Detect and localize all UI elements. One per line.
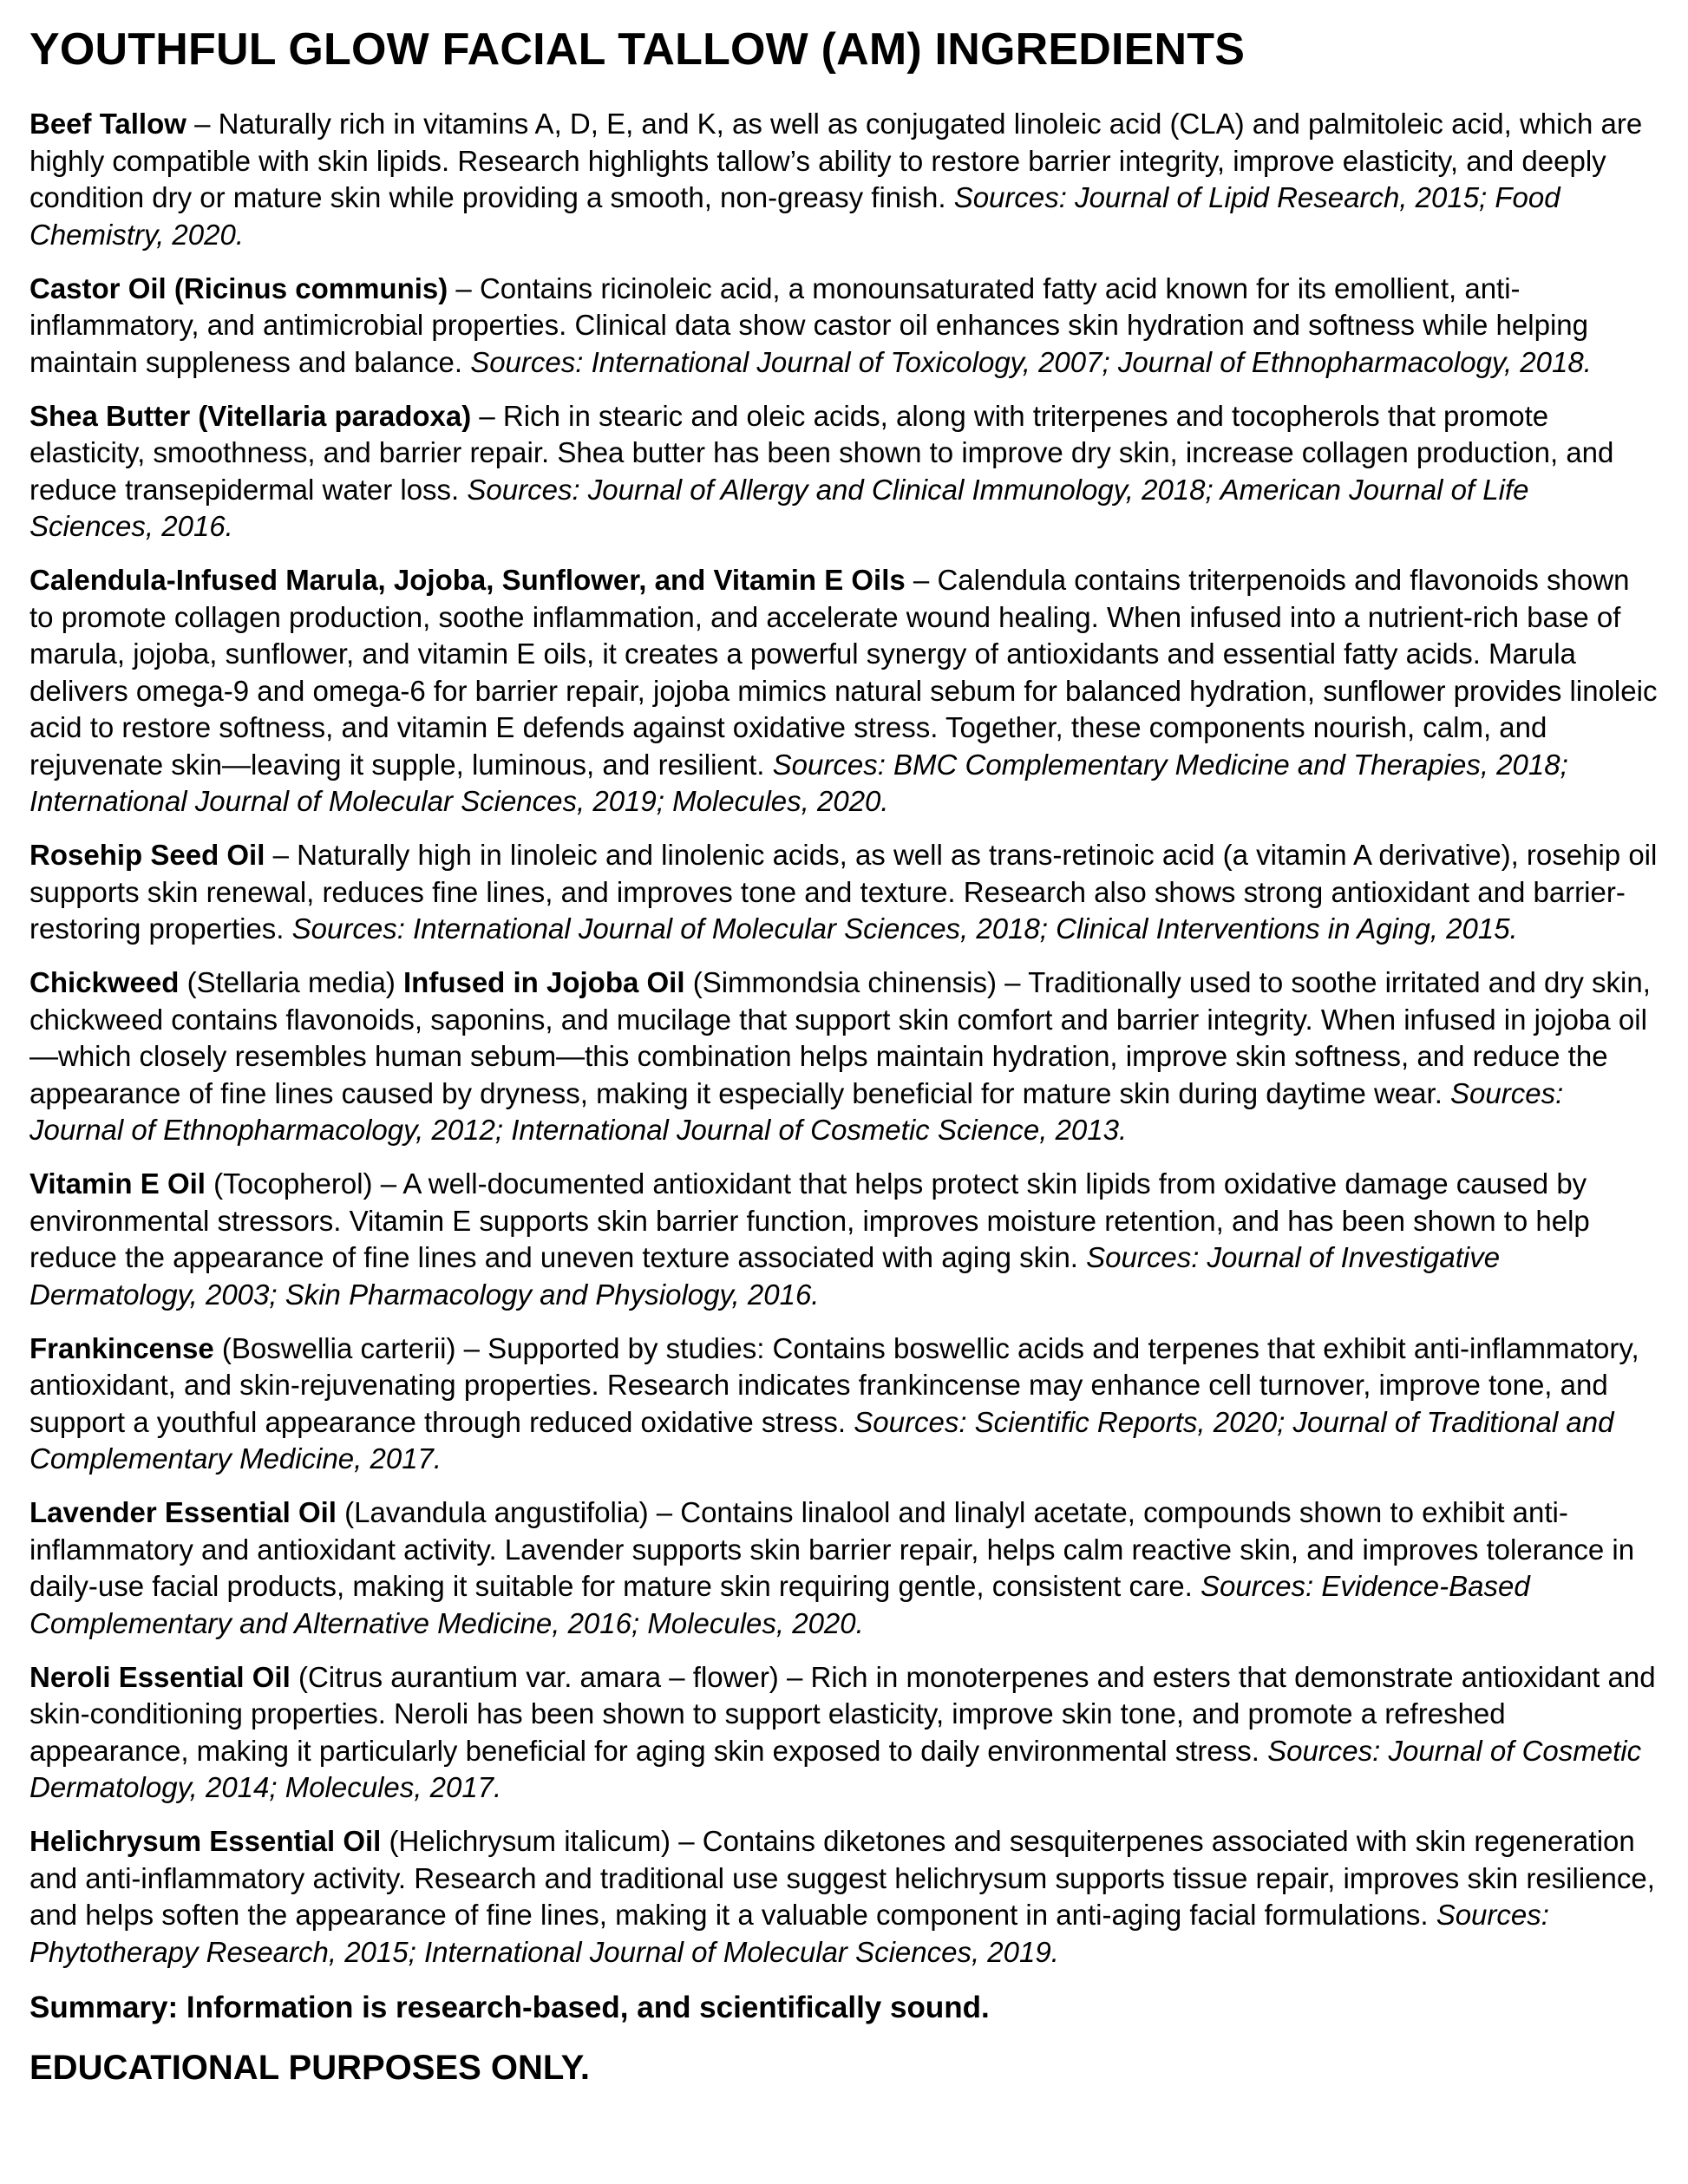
ingredient-sources: Sources: Journal of Cosmetic Dermatology, 2014; Molecules, 2017. [29, 1734, 1642, 1803]
ingredient-description: (Lavandula angustifolia) – Contains linalool and linalyl acetate, compounds shown to exhibit anti-inflammatory and antioxidant activity. Lavender supports skin barrier repair, helps calm reactive skin, and improves tolerance in daily-use facial products, making it suitable for mature skin requiring gentle, consistent care. [29, 1496, 1635, 1602]
educational-disclaimer: EDUCATIONAL PURPOSES ONLY. [29, 2048, 591, 2087]
ingredient-name: Castor Oil (Ricinus communis) [29, 271, 448, 304]
ingredient-name: Lavender Essential Oil [29, 1496, 337, 1528]
ingredient-name: Vitamin E Oil [29, 1167, 206, 1200]
ingredient-description: – Contains ricinoleic acid, a monounsaturated fatty acid known for its emollient, anti-inflammatory, and antimicrobial properties. Clinical data show castor oil enhances skin hydration and softness while helping maintain suppleness and balance. [29, 271, 1588, 378]
ingredient-sources: Sources: International Journal of Toxicology, 2007; Journal of Ethnopharmacology, 2018. [470, 345, 1592, 378]
ingredient-sources: Sources: International Journal of Molecular Sciences, 2018; Clinical Interventions in Aging, 2015. [291, 912, 1518, 945]
ingredient-description: – Naturally high in linoleic and linolenic acids, as well as trans-retinoic acid (a vitamin A derivative), rosehip oil supports skin renewal, reduces fine lines, and improves tone and texture. Research also shows strong antioxidant and barrier-restoring properties. [29, 839, 1658, 945]
ingredient-vitamin-e-oil [29, 1166, 1659, 1313]
ingredient-sources: Sources: Journal of Ethnopharmacology, 2012; International Journal of Cosmetic Science, 2013. [29, 1076, 1564, 1146]
ingredient-beef-tallow [29, 106, 1659, 253]
ingredient-name: Frankincense [29, 1331, 214, 1364]
ingredient-helichrysum-essential-oil [29, 1823, 1659, 1971]
ingredient-neroli-essential-oil [29, 1659, 1659, 1807]
ingredient-frankincense [29, 1331, 1659, 1478]
ingredient-sources: Sources: BMC Complementary Medicine and Therapies, 2018; International Journal of Molecular Sciences, 2019; Molecules, 2020. [29, 748, 1568, 817]
ingredient-lavender-essential-oil [29, 1494, 1659, 1642]
ingredient-name: Beef Tallow [29, 108, 186, 140]
ingredient-shea-butter [29, 398, 1659, 546]
ingredient-name: Helichrysum Essential Oil [29, 1825, 382, 1857]
ingredient-name: Neroli Essential Oil [29, 1660, 291, 1693]
ingredient-sources: Sources: Scientific Reports, 2020; Journal of Traditional and Complementary Medicine, 2017. [29, 1405, 1614, 1475]
ingredient-sources: Sources: Phytotherapy Research, 2015; International Journal of Molecular Sciences, 2019. [29, 1899, 1549, 1968]
ingredient-latin-name: (Stellaria media) [179, 966, 403, 998]
ingredient-description: – Rich in stearic and oleic acids, along with triterpenes and tocopherols that promote elasticity, smoothness, and barrier repair. Shea butter has been shown to improve dry skin, increase collagen production, and reduce transepidermal water loss. [29, 399, 1614, 506]
ingredient-sources: Sources: Journal of Investigative Dermatology, 2003; Skin Pharmacology and Physiology, 2016. [29, 1241, 1501, 1311]
ingredient-name-secondary: Infused in Jojoba Oil [403, 966, 685, 998]
ingredient-description: (Tocopherol) – A well-documented antioxidant that helps protect skin lipids from oxidative damage caused by environmental stressors. Vitamin E supports skin barrier function, improves moisture retention, and has been shown to help reduce the appearance of fine lines and uneven texture associated with aging skin. [29, 1167, 1590, 1273]
ingredient-rosehip-seed-oil [29, 837, 1659, 948]
ingredient-name: Shea Butter (Vitellaria paradoxa) [29, 399, 472, 432]
ingredient-sources: Sources: Evidence-Based Complementary and Alternative Medicine, 2016; Molecules, 2020. [29, 1570, 1530, 1639]
ingredient-description: – Calendula contains triterpenoids and flavonoids shown to promote collagen production, soothe inflammation, and accelerate wound healing. When infused into a nutrient-rich base of marula, jojoba, sunflower, and vitamin E oils, it creates a powerful synergy of antioxidants and essential fatty acids. Marula delivers omega-9 and omega-6 for barrier repair, jojoba mimics natural sebum for balanced hydration, sunflower provides linoleic acid to restore softness, and vitamin E defends against oxidative stress. Together, these components nourish, calm, and rejuvenate skin—leaving it supple, luminous, and resilient. [29, 564, 1658, 781]
ingredient-description: (Simmondsia chinensis) – Traditionally used to soothe irritated and dry skin, chickweed contains flavonoids, saponins, and mucilage that support skin comfort and barrier integrity. When infused in jojoba oil—which closely resembles human sebum—this combination helps maintain hydration, improve skin softness, and reduce the appearance of fine lines caused by dryness, making it especially beneficial for mature skin during daytime wear. [29, 966, 1651, 1109]
ingredient-chickweed [29, 964, 1659, 1149]
document-title: YOUTHFUL GLOW FACIAL TALLOW (AM) INGREDIENTS [29, 24, 1246, 75]
ingredient-name: Rosehip Seed Oil [29, 839, 265, 871]
ingredient-name: Chickweed [29, 966, 180, 998]
ingredient-sources: Sources: Journal of Lipid Research, 2015; Food Chemistry, 2020. [29, 181, 1560, 251]
ingredient-calendula-infused-oils [29, 562, 1659, 821]
ingredient-description: – Naturally rich in vitamins A, D, E, and K, as well as conjugated linoleic acid (CLA) and palmitoleic acid, which are highly compatible with skin lipids. Research highlights tallow’s ability to restore barrier integrity, improve elasticity, and deeply condition dry or mature skin while providing a smooth, non-greasy finish. [29, 108, 1643, 213]
ingredient-name: Calendula-Infused Marula, Jojoba, Sunflower, and Vitamin E Oils [29, 564, 906, 596]
ingredient-description: (Helichrysum italicum) – Contains diketones and sesquiterpenes associated with skin regeneration and anti-inflammatory activity. Research and traditional use suggest helichrysum supports tissue repair, improves skin resilience, and helps soften the appearance of fine lines, making it a valuable component in anti-aging facial formulations. [29, 1825, 1655, 1931]
ingredient-sources: Sources: Journal of Allergy and Clinical Immunology, 2018; American Journal of Life Sciences, 2016. [29, 473, 1529, 542]
summary-statement: Summary: Information is research-based, and scientifically sound. [29, 1990, 990, 2024]
ingredient-description: (Boswellia carterii) – Supported by studies: Contains boswellic acids and terpenes that exhibit anti-inflammatory, antioxidant, and skin-rejuvenating properties. Research indicates frankincense may enhance cell turnover, improve tone, and support a youthful appearance through reduced oxidative stress. [29, 1331, 1639, 1438]
ingredient-description: (Citrus aurantium var. amara – flower) – Rich in monoterpenes and esters that demonstrate antioxidant and skin-conditioning properties. Neroli has been shown to support elasticity, improve skin tone, and promote a refreshed appearance, making it particularly beneficial for aging skin exposed to daily environmental stress. [29, 1660, 1656, 1767]
ingredient-castor-oil [29, 271, 1659, 382]
